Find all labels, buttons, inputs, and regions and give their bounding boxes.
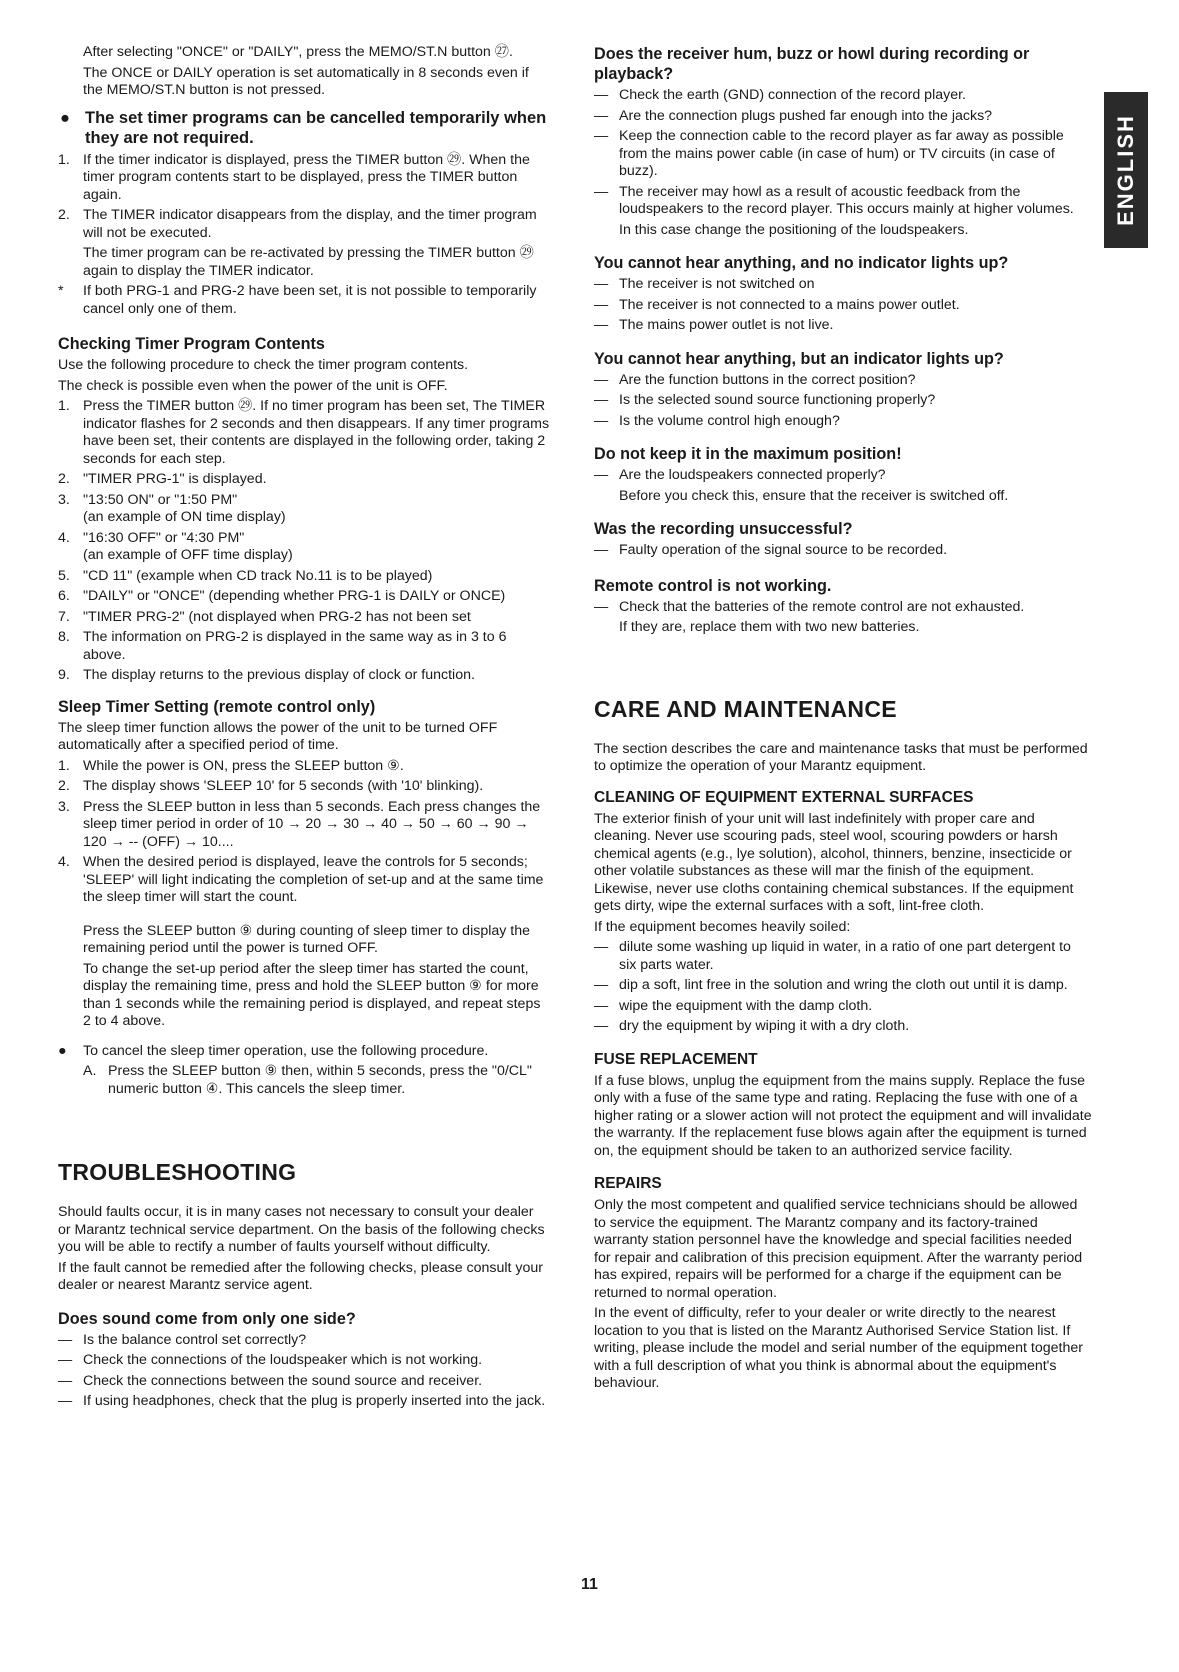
language-tab-label: ENGLISH: [1113, 114, 1138, 226]
list-item: 4. When the desired period is displayed, leave the controls for 5 seconds; 'SLEEP' will light indicating the completion of set-up and at the same time the sleep timer will start the count.: [58, 854, 544, 905]
list-item: 1. If the timer indicator is displayed, press the TIMER button ㉙. When the timer program contents start to be displayed, press the TIMER button again.: [58, 151, 530, 203]
list-item: — Check the connections of the loudspeaker which is not working.: [58, 1352, 483, 1368]
paragraph: The section describes the care and maintenance tasks that must be performed to optimize the operation of your Marantz equipment.: [594, 740, 1088, 774]
paragraph: Press the SLEEP button ⑨ during counting of sleep timer to display the remaining period until the power is turned OFF.: [83, 922, 531, 956]
section-heading: Does the receiver hum, buzz or howl during recording or playback?: [594, 45, 1030, 83]
list-item: 8. The information on PRG-2 is displayed in the same way as in 3 to 6 above.: [58, 629, 507, 663]
list-item: — Is the volume control high enough?: [594, 412, 840, 429]
cancel-note: The timer program can be re-activated by pressing the TIMER button ㉙ again to display the TIMER indicator.: [83, 245, 534, 279]
paragraph: The sleep timer function allows the power of the unit to be turned OFF automatically after a specified period of time.: [58, 719, 498, 753]
paragraph: The check is possible even when the power of the unit is OFF.: [58, 377, 448, 394]
list-item: 7. "TIMER PRG-2" (not displayed when PRG-2 has not been set: [58, 608, 471, 625]
intro-paragraph: After selecting "ONCE" or "DAILY", press the MEMO/ST.N button ㉗.: [83, 44, 513, 60]
paragraph: If they are, replace them with two new batteries.: [619, 619, 920, 635]
section-heading: You cannot hear anything, but an indicator lights up?: [594, 349, 1004, 368]
list-item: — Are the function buttons in the correct position?: [594, 371, 916, 388]
list-item: 1. Press the TIMER button ㉙. If no timer program has been set, The TIMER indicator flashes for 2 seconds and then disappears. If any timer programs have been set, their contents are displayed in the following order, taking 2 seconds for each step.: [58, 398, 550, 467]
list-item: ● To cancel the sleep timer operation, use the following procedure.: [58, 1042, 489, 1059]
list-item: 4. "16:30 OFF" or "4:30 PM" (an example of OFF time display): [58, 529, 293, 563]
language-tab: [1104, 92, 1148, 248]
section-heading: CLEANING OF EQUIPMENT EXTERNAL SURFACES: [594, 788, 974, 806]
list-item: 3. "13:50 ON" or "1:50 PM" (an example of ON time display): [58, 491, 286, 525]
list-item: — Are the connection plugs pushed far enough into the jacks?: [594, 107, 993, 124]
paragraph: Only the most competent and qualified service technicians should be allowed to service the equipment. The Marantz company and its factory-trained warranty station personnel have the knowledge and special facilities needed for repair and calibration of this precision equipment. After the warranty period has expired, repairs will be performed for a charge if the equipment can be returned to normal operation.: [594, 1197, 1083, 1301]
list-item: — dip a soft, lint free in the solution and wring the cloth out until it is damp.: [594, 977, 1068, 993]
list-item: — Keep the connection cable to the record player as far away as possible from the mains power cable (in case of hum) or TV circuits (in case of buzz).: [594, 128, 1064, 179]
bullet-icon: ●: [60, 108, 70, 127]
list-item: A. Press the SLEEP button ⑨ then, within 5 seconds, press the "0/CL" numeric button ④. This cancels the sleep timer.: [83, 1063, 532, 1097]
list-item: 1. While the power is ON, press the SLEEP button ⑨.: [58, 757, 404, 774]
list-item: 9. The display returns to the previous display of clock or function.: [58, 667, 475, 683]
section-heading: Sleep Timer Setting (remote control only): [58, 697, 376, 716]
paragraph: Should faults occur, it is in many cases not necessary to consult your dealer or Marantz technical service department. On the basis of the following checks you will be able to rectify a number of faults yourself without difficulty.: [58, 1204, 545, 1255]
list-item: — Check the connections between the sound source and receiver.: [58, 1372, 483, 1389]
right-column: [594, 44, 1092, 1396]
bullet-icon: ●: [58, 1042, 67, 1059]
list-item: — Faulty operation of the signal source to be recorded.: [594, 542, 948, 558]
paragraph: If the fault cannot be remedied after the following checks, please consult your dealer or nearest Marantz service agent.: [58, 1259, 544, 1293]
list-item: — wipe the equipment with the damp cloth.: [594, 997, 873, 1014]
list-item: 2. "TIMER PRG-1" is displayed.: [58, 471, 267, 487]
section-heading: Was the recording unsuccessful?: [594, 520, 853, 538]
section-heading: Remote control is not working.: [594, 576, 832, 595]
list-item: — Is the balance control set correctly?: [58, 1331, 307, 1348]
paragraph: In this case change the positioning of the loudspeakers.: [619, 221, 969, 238]
list-item: 5. "CD 11" (example when CD track No.11 is to be played): [58, 567, 433, 584]
section-heading: You cannot hear anything, and no indicator lights up?: [594, 254, 1009, 272]
list-item: — Check that the batteries of the remote control are not exhausted.: [594, 598, 1025, 615]
list-item: 2. The TIMER indicator disappears from the display, and the timer program will not be executed.: [58, 207, 537, 241]
list-item: — dry the equipment by wiping it with a dry cloth.: [594, 1018, 910, 1034]
list-item: — The receiver is not connected to a mains power outlet.: [594, 296, 960, 313]
list-item: 6. "DAILY" or "ONCE" (depending whether PRG-1 is DAILY or ONCE): [58, 588, 506, 604]
paragraph: If the equipment becomes heavily soiled:: [594, 918, 851, 935]
cancel-heading: ● The set timer programs can be cancelled temporarily when they are not required.: [60, 108, 547, 147]
list-item: 3. Press the SLEEP button in less than 5 seconds. Each press changes the sleep timer period in order of 10 → 20 → 30 → 40 → 50 → 60 → 90 → 120 → -- (OFF) → 10....: [58, 798, 541, 850]
section-heading: Does sound come from only one side?: [58, 1309, 356, 1328]
section-heading: REPAIRS: [594, 1175, 662, 1192]
list-item: 2. The display shows 'SLEEP 10' for 5 seconds (with '10' blinking).: [58, 778, 484, 794]
list-item: — Are the loudspeakers connected properly?: [594, 467, 886, 483]
paragraph: In the event of difficulty, refer to your dealer or write directly to the nearest location to you that is listed on the Marantz Authorised Service Station list. If writing, please include the model and serial number of the equipment together with a full description of what you think is abnormal about the equipment's behaviour.: [594, 1305, 1083, 1391]
intro-paragraph: The ONCE or DAILY operation is set automatically in 8 seconds even if the MEMO/ST.N button is not pressed.: [83, 64, 529, 98]
list-item: — Is the selected sound source functioning properly?: [594, 392, 936, 408]
paragraph: If a fuse blows, unplug the equipment from the mains supply. Replace the fuse only with a fuse of the same type and rating. Replacing the fuse with one of a higher rating or a slower action will not protect the equipment and will invalidate the warranty. If the replacement fuse blows again after the equipment is turned on, the equipment should be taken to an authorized service facility.: [594, 1072, 1092, 1159]
paragraph: Before you check this, ensure that the receiver is switched off.: [619, 487, 1009, 504]
paragraph: To change the set-up period after the sleep timer has started the count, display the remaining time, press and hold the SLEEP button ⑨ for more than 1 seconds while the remaining period is displayed, and repeat steps 2 to 4 above.: [83, 960, 541, 1029]
section-title: CARE AND MAINTENANCE: [594, 695, 897, 722]
page-number: 11: [581, 1576, 598, 1593]
list-item: — dilute some washing up liquid in water, in a ratio of one part detergent to six parts water.: [594, 939, 1071, 973]
list-item: — The mains power outlet is not live.: [594, 317, 834, 333]
list-item: — The receiver may howl as a result of acoustic feedback from the loudspeakers to the record player. This occurs mainly at higher volumes.: [594, 183, 1074, 217]
paragraph: The exterior finish of your unit will last indefinitely with proper care and cleaning. Never use scouring pads, steel wool, scouring powders or harsh chemical agents (e.g., lye solution), alcohol, thinners, benzine, insecticide or other volatile substances as these will mar the finish of the equipment. Likewise, never use cloths containing chemical substances. If the equipment gets dirty, wipe the external surfaces with a soft, lint-free cloth.: [594, 810, 1074, 914]
left-column: [58, 44, 550, 1414]
list-item: — The receiver is not switched on: [594, 276, 815, 292]
section-heading: Do not keep it in the maximum position!: [594, 445, 902, 463]
list-item: * If both PRG-1 and PRG-2 have been set, it is not possible to temporarily cancel only one of them.: [58, 283, 537, 317]
section-title: TROUBLESHOOTING: [58, 1159, 297, 1185]
section-heading: Checking Timer Program Contents: [58, 335, 325, 353]
section-heading: FUSE REPLACEMENT: [594, 1050, 758, 1068]
paragraph: Use the following procedure to check the timer program contents.: [58, 357, 469, 373]
list-item: — If using headphones, check that the plug is properly inserted into the jack.: [58, 1393, 546, 1409]
list-item: — Check the earth (GND) connection of the record player.: [594, 87, 966, 103]
